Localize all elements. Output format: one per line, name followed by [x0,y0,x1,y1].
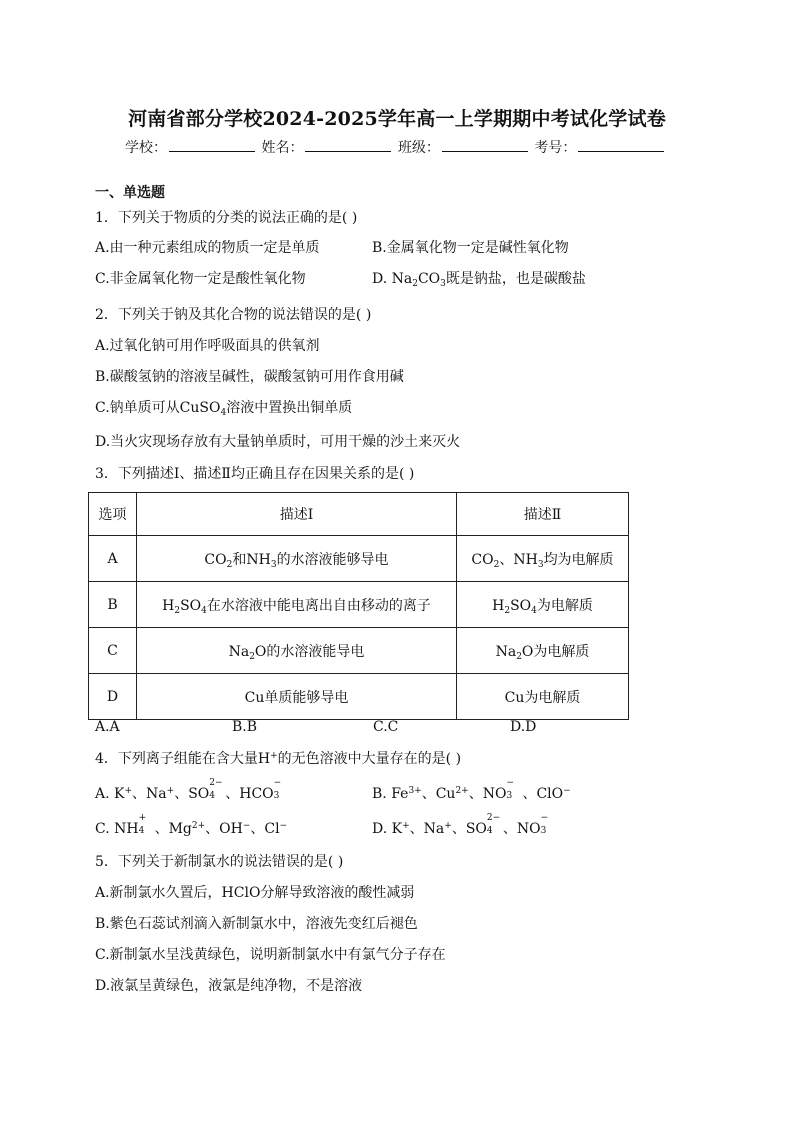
q4-option-d [372,813,557,838]
ion: K [391,821,403,837]
subscript: 4 [209,791,215,801]
class-label: 班级： [397,140,440,156]
sep: 、 [132,786,147,802]
chem-sub: 3 [537,559,544,570]
ion: Cu [435,786,456,802]
charge-stack [138,813,155,836]
q4-stem-pre: 4．下列离子组能在含大量H [95,751,271,767]
q3-answer-c: C.C [373,719,399,735]
ion: NO [482,786,507,802]
ion: Fe [391,786,409,802]
subscript: 3 [540,826,547,836]
sep: 、 [154,821,169,837]
charge-stack [540,813,557,836]
charge-stack [209,778,225,801]
q1-option-d [372,268,586,288]
charge: − [563,786,571,796]
q4-option-c [95,813,288,838]
q1-option-c: C.非金属氧化物一定是酸性氧化物 [95,271,306,287]
charge: 2+ [191,821,206,831]
q2-option-b: B.碳酸氢钠的溶液呈碱性，碳酸氢钠可用作食用碱 [95,369,404,385]
q4-option-a [95,778,290,803]
number-label: 考号： [534,140,577,156]
name-blank [305,139,391,152]
ion: Na [146,786,167,802]
table-row [89,628,629,674]
charge: 2+ [455,786,469,796]
charge: − [506,778,515,788]
chem-text: CO [204,551,227,568]
header-option: 选项 [89,493,137,536]
charge-stack [273,778,290,801]
q1-d-sub1: 2 [412,279,418,289]
q2-c-pre: C.钠单质可从CuSO [95,400,221,416]
chem-text: O为电解质 [521,643,590,660]
row-desc-2: Cu为电解质 [457,674,629,720]
chem-sub: 2 [249,651,255,662]
row-desc-1 [137,536,457,582]
chem-sub: 2 [504,605,511,616]
chem-text: O的水溶液能导电 [254,643,365,660]
charge: 3+ [408,786,422,796]
chem-sub: 4 [531,605,537,616]
opt-label: B. [372,786,392,802]
q1-d-post: 既是钠盐，也是碳酸盐 [445,271,586,287]
q5-option-a: A.新制氯水久置后，HClO分解导致溶液的酸性减弱 [95,885,415,901]
subscript: 4 [138,826,145,836]
table-row [89,536,629,582]
chem-text: H [162,597,175,614]
ion: NH [114,821,139,837]
chem-text: 在水溶液中能电离出自由移动的离子 [206,597,431,614]
q4-stem-sup: + [270,751,278,761]
charge: − [540,813,549,823]
chem-sub: 2 [516,651,522,662]
sep: 、 [225,786,240,802]
sep: 、 [468,786,483,802]
section-heading: 一、单选题 [95,185,165,201]
q4-stem [95,748,461,768]
q1-d-sub2: 3 [440,279,446,289]
chem-text: SO [510,597,532,614]
charge: − [279,821,288,831]
chem-text: SO [180,597,202,614]
charge: 2− [209,778,223,788]
q1-option-a: A.由一种元素组成的物质一定是单质 [95,240,320,256]
q2-stem: 2．下列关于钠及其化合物的说法错误的是( ) [95,307,372,323]
row-option: C [89,628,137,674]
ion: NO [516,821,541,837]
q3-answer-options [95,719,695,737]
q4-stem-post: 的无色溶液中大量存在的是( ) [277,751,462,767]
sep: 、 [502,821,517,837]
ion: Na [423,821,445,837]
charge-stack [506,778,522,801]
chem-text: H [492,597,505,614]
row-desc-2 [457,536,629,582]
q3-table [88,492,629,720]
ion: Mg [168,821,192,837]
row-desc-1 [137,582,457,628]
sep: 、 [522,786,537,802]
ion: SO [465,821,487,837]
chem-text: 的水溶液能够导电 [276,551,389,568]
opt-label: C. [95,821,115,837]
chem-sub: 2 [493,559,500,570]
row-option: A [89,536,137,582]
chem-text: 为电解质 [536,597,593,614]
ion: Cl [264,821,280,837]
chem-sub: 4 [201,605,207,616]
charge: − [242,821,251,831]
q3-answer-b: B.B [232,719,258,735]
q5-option-c: C.新制氯水呈浅黄绿色，说明新制氯水中有氯气分子存在 [95,947,446,963]
number-blank [578,139,664,152]
opt-label: D. [372,821,392,837]
charge-stack [486,813,503,836]
sep: 、 [421,786,436,802]
opt-label: A. [95,786,115,802]
ion: ClO [536,786,564,802]
sep: 、 [250,821,265,837]
ion: HCO [239,786,274,802]
table-row [89,674,629,720]
charge: + [402,821,410,831]
chem-text: Na [228,643,250,660]
chem-sub: 2 [174,605,181,616]
q5-stem: 5．下列关于新制氯水的说法错误的是( ) [95,854,344,870]
charge: + [444,821,452,831]
q1-option-b: B.金属氧化物一定是碱性氧化物 [372,240,569,256]
q2-option-d: D.当火灾现场存放有大量钠单质时，可用干燥的沙土来灭火 [95,434,461,450]
student-info-line [125,137,666,157]
table-row [89,582,629,628]
q5-option-d: D.液氯呈黄绿色，液氯是纯净物，不是溶液 [95,978,363,994]
ion: OH [219,821,243,837]
chem-text: 和NH [232,551,271,568]
row-desc-1: Cu单质能够导电 [137,674,457,720]
charge: 2− [486,813,501,823]
chem-text: Na [495,643,517,660]
subscript: 3 [273,791,280,801]
table-header-row [89,493,629,536]
subscript: 4 [486,826,493,836]
charge: + [124,786,133,796]
q4-option-b [372,778,571,803]
class-blank [442,139,528,152]
row-option: B [89,582,137,628]
row-desc-2 [457,628,629,674]
row-desc-2 [457,582,629,628]
charge: − [273,778,282,788]
sep: 、 [205,821,220,837]
q3-stem: 3．下列描述Ⅰ、描述Ⅱ均正确且存在因果关系的是( ) [95,466,415,482]
q2-c-post: 溶液中置换出铜单质 [226,400,353,416]
row-desc-1 [137,628,457,674]
charge: + [166,786,175,796]
header-desc-1: 描述Ⅰ [137,493,457,536]
header-desc-2: 描述Ⅱ [457,493,629,536]
q2-c-sub: 4 [220,408,227,418]
ion: K [114,786,125,802]
sep: 、 [174,786,189,802]
q1-d-pre: D. Na [372,271,413,287]
q2-option-c [95,397,352,417]
page-title: 河南省部分学校2024-2025学年高一上学期期中考试化学试卷 [128,108,666,130]
chem-text: 均为电解质 [543,551,614,568]
sep: 、 [451,821,466,837]
row-option: D [89,674,137,720]
q3-answer-d: D.D [510,719,537,735]
chem-sub: 2 [226,559,233,570]
q1-stem: 1．下列关于物质的分类的说法正确的是( ) [95,210,358,226]
school-blank [169,139,255,152]
sep: 、 [409,821,424,837]
subscript: 3 [506,791,513,801]
name-label: 姓名： [261,140,304,156]
charge: + [138,813,147,823]
q5-option-b: B.紫色石蕊试剂滴入新制氯水中，溶液先变红后褪色 [95,916,418,932]
q3-answer-a: A.A [95,719,120,735]
q2-option-a: A.过氧化钠可用作呼吸面具的供氧剂 [95,338,320,354]
chem-sub: 3 [270,559,277,570]
school-label: 学校： [125,140,167,156]
chem-text: CO [471,551,494,568]
q1-d-mid: CO [417,271,441,287]
ion: SO [188,786,210,802]
chem-text: 、NH [499,551,538,568]
